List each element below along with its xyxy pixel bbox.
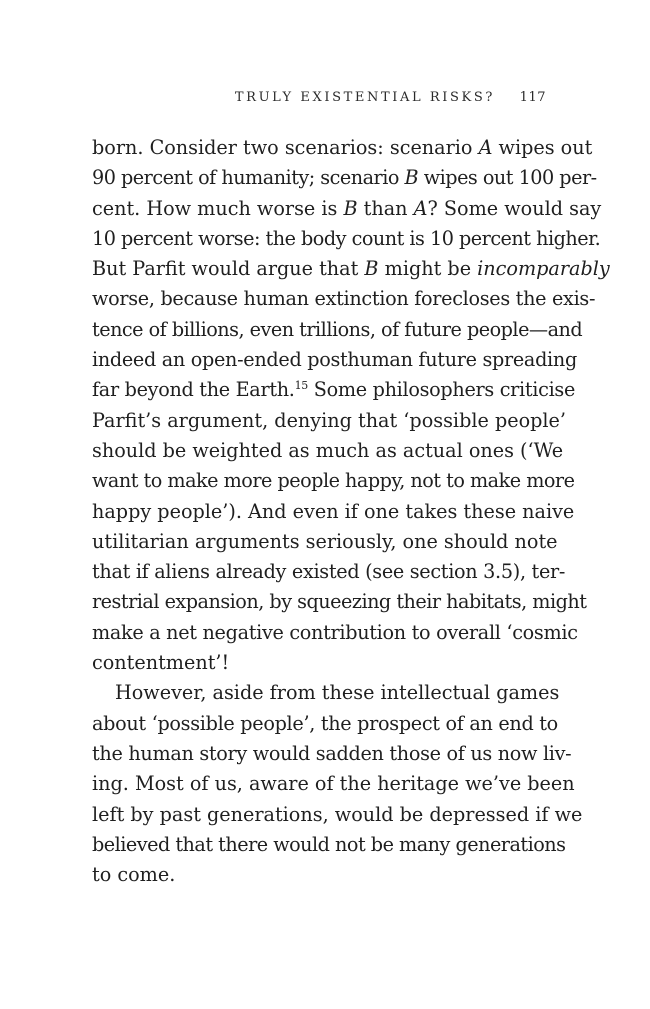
running-head-title: TRULY EXISTENTIAL RISKS? xyxy=(234,90,495,105)
running-head xyxy=(235,90,546,105)
text-line: ing. Most of us, aware of the heritage we’ve been xyxy=(92,772,575,796)
text-line: tence of billions, even trillions, of future people—and xyxy=(92,317,583,341)
text-line: believed that there would not be many generations xyxy=(92,832,566,856)
footnote-marker: 15 xyxy=(294,379,308,393)
text-line: contentment’! xyxy=(92,651,230,675)
text-line: But Parfit would argue that B might be incomparably xyxy=(92,257,610,281)
text-line: restrial expansion, by squeezing their habitats, might xyxy=(92,590,587,614)
text-line: make a net negative contribution to overall ‘cosmic xyxy=(92,620,578,644)
text-line: Parfit’s argument, denying that ‘possible people’ xyxy=(92,408,567,432)
text-line: the human story would sadden those of us now liv- xyxy=(92,741,572,765)
text-line: born. Consider two scenarios: scenario A wipes out xyxy=(92,136,593,159)
text-line: should be weighted as much as actual ones (‘We xyxy=(92,438,564,462)
text-line: worse, because human extinction forecloses the exis- xyxy=(92,287,596,311)
text-line: utilitarian arguments seriously, one should note xyxy=(92,529,558,553)
text-line: cent. How much worse is B than A? Some would say xyxy=(92,196,602,220)
text-line: 90 percent of humanity; scenario B wipes out 100 per- xyxy=(92,166,597,190)
text-line: that if aliens already existed (see section 3.5), ter- xyxy=(92,560,566,584)
page-number: 117 xyxy=(519,90,546,105)
text-line: 10 percent worse: the body count is 10 percent higher. xyxy=(92,226,601,250)
text-line: want to make more people happy, not to make more xyxy=(92,469,575,493)
text-line: However, aside from these intellectual games xyxy=(115,681,560,705)
text-line: indeed an open-ended posthuman future spreading xyxy=(92,348,577,372)
body-text xyxy=(92,133,610,890)
text-line: about ‘possible people’, the prospect of an end to xyxy=(92,711,558,735)
text-line: far beyond the Earth.$^{15}$ Some philosophers criticise xyxy=(92,378,576,402)
text-line: happy people’). And even if one takes these naive xyxy=(92,499,575,523)
text-line: to come. xyxy=(92,863,176,887)
text-line: left by past generations, would be depressed if we xyxy=(92,802,583,826)
